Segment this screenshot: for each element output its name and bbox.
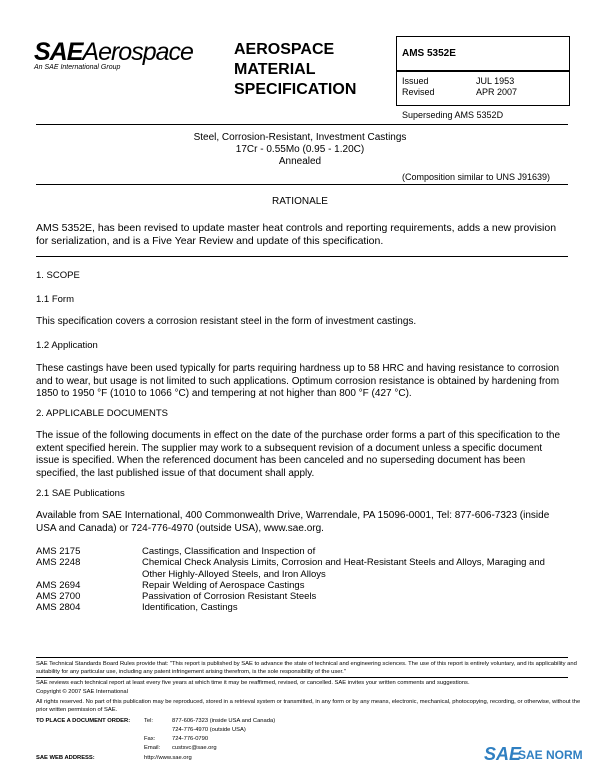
email-label: Email: — [144, 745, 161, 751]
application-text: These castings have been used typically for parts requiring hardness up to 58 HRC and having resistance to corrosion and to wear, but usage is not limited to such applications. Optimum corrosion resistance is obtained by hardening from 1850 to 1950 °F (1010 to 1066 °C) and tempering at not higher than 800 °F (427 °C). — [36, 363, 560, 399]
sae-norm-watermark: SAE NORM — [518, 748, 583, 762]
document-title-line-3: Annealed — [278, 156, 322, 167]
form-heading: 1.1 Form — [36, 294, 75, 305]
title-divider — [36, 184, 568, 185]
sae-publications-heading: 2.1 SAE Publications — [36, 488, 125, 499]
reference-code: AMS 2175 — [36, 546, 81, 557]
document-title-line-2: 17Cr - 0.55Mo (0.95 - 1.20C) — [235, 144, 365, 155]
doc-number: AMS 5352E — [402, 48, 456, 59]
rationale-text: AMS 5352E, has been revised to update master heat controls and reporting requirements, adds a new provision for serialization, and is a Five Year Review and update of this specification. — [36, 222, 557, 247]
issued-label: Issued — [402, 76, 429, 86]
reference-code: AMS 2694 — [36, 580, 81, 591]
header-divider — [36, 124, 568, 125]
reference-code: AMS 2700 — [36, 591, 81, 602]
superseding-note: Superseding AMS 5352D — [402, 110, 504, 120]
application-heading: 1.2 Application — [36, 340, 98, 351]
footer-review: SAE reviews each technical report at least every five years at which time it may be reaffirmed, revised, or cancelled. SAE invites your written comments and suggestions. — [36, 680, 470, 686]
reference-code: AMS 2248 — [36, 557, 81, 568]
reference-description: Repair Welding of Aerospace Castings — [142, 580, 305, 591]
reference-description: Identification, Castings — [142, 602, 238, 613]
email-value[interactable]: custsvc@sae.org — [172, 745, 217, 751]
rationale-heading: RATIONALE — [272, 196, 328, 207]
logo-product: Aerospace — [82, 38, 193, 66]
reference-description: Chemical Check Analysis Limits, Corrosion and Heat-Resistant Steels and Alloys, Maraging and Other Highly-Alloyed Steels, and Iron Alloys — [142, 557, 545, 580]
scope-heading: 1. SCOPE — [36, 270, 80, 281]
logo-brand: SAE — [34, 38, 83, 66]
applicable-documents-text: The issue of the following documents in effect on the date of the purchase order forms a part of this specification to the extent specified herein. The supplier may work to a subsequent revision of a document unless a specific document issue is specified. When the referenced document has been canceled and no superseding document has been specified, the last published issue of that document shall apply. — [36, 430, 561, 479]
tel-label: Tel: — [144, 718, 154, 724]
reference-code: AMS 2804 — [36, 602, 81, 613]
tel-value: 877-606-7323 (inside USA and Canada) — [172, 718, 276, 724]
revised-value: APR 2007 — [476, 87, 518, 97]
composition-note: (Composition similar to UNS J91639) — [402, 172, 551, 182]
footer-divider — [36, 657, 568, 658]
footer-rules: SAE Technical Standards Board Rules provide that: "This report is published by SAE to advance the state of technical and engineering sciences. The use of this report is entirely voluntary, and its applicability and suitability for any particular use, including any patent infringement arising therefrom, is the sole responsibility of the user." — [36, 661, 577, 675]
footer-divider-2 — [36, 677, 568, 678]
web-value[interactable]: http://www.sae.org — [144, 755, 192, 761]
document-title-line-1: Steel, Corrosion-Resistant, Investment Castings — [193, 132, 407, 143]
footer-copyright: Copyright © 2007 SAE International — [36, 689, 128, 695]
reference-description: Castings, Classification and Inspection of — [142, 546, 316, 557]
title-line-1: AEROSPACE — [234, 41, 335, 58]
spec-type-title — [234, 40, 384, 100]
rationale-divider — [36, 256, 568, 257]
title-line-3: SPECIFICATION — [234, 81, 357, 98]
fax-value: 724-776-0790 — [172, 736, 209, 742]
form-text: This specification covers a corrosion resistant steel in the form of investment castings. — [36, 316, 417, 327]
sae-publications-text: Available from SAE International, 400 Commonwealth Drive, Warrendale, PA 15096-0001, Tel: 877-606-7323 (inside USA and Canada) or 724-776-4970 (outside USA), www.sae.org. — [36, 510, 550, 534]
footer-rights: All rights reserved. No part of this publication may be reproduced, stored in a retrieval system or transmitted, in any form or by any means, electronic, mechanical, photocopying, recording, or otherwise, without the prior written permission of SAE. — [36, 699, 581, 713]
order-label: TO PLACE A DOCUMENT ORDER: — [36, 718, 131, 724]
title-line-2: MATERIAL — [234, 61, 316, 78]
sae-watermark-logo: SAE — [484, 744, 522, 764]
tel-value-outside: 724-776-4970 (outside USA) — [172, 727, 246, 733]
revised-label: Revised — [402, 87, 435, 97]
applicable-documents-heading: 2. APPLICABLE DOCUMENTS — [36, 408, 168, 419]
reference-description: Passivation of Corrosion Resistant Steels — [142, 591, 317, 602]
document-title — [0, 132, 600, 168]
logo-tagline: An SAE International Group — [34, 64, 121, 71]
web-label: SAE WEB ADDRESS: — [36, 755, 95, 761]
fax-label: Fax: — [144, 736, 156, 742]
issued-value: JUL 1953 — [476, 76, 515, 86]
sae-aerospace-logo — [34, 38, 193, 67]
